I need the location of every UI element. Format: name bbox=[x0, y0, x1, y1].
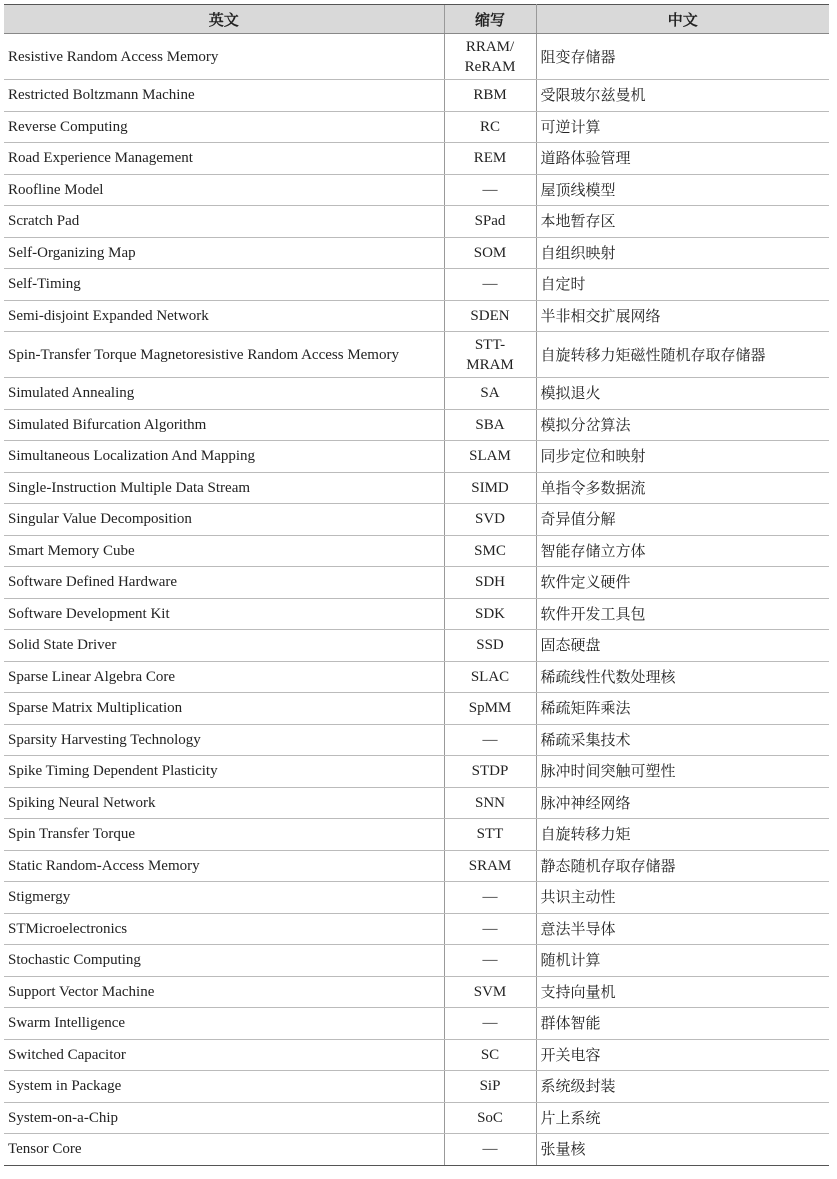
table-row bbox=[4, 567, 829, 599]
english-cell: Single-Instruction Multiple Data Stream bbox=[4, 472, 444, 504]
table-row bbox=[4, 693, 829, 725]
english-cell: Semi-disjoint Expanded Network bbox=[4, 300, 444, 332]
abbreviation-cell: SRAM bbox=[444, 850, 536, 882]
chinese-cell: 屋顶线模型 bbox=[536, 174, 829, 206]
chinese-cell: 稀疏矩阵乘法 bbox=[536, 693, 829, 725]
chinese-cell: 自定时 bbox=[536, 269, 829, 301]
abbreviation-cell: SDEN bbox=[444, 300, 536, 332]
abbreviation-cell: SBA bbox=[444, 409, 536, 441]
table-row bbox=[4, 441, 829, 473]
english-cell: Solid State Driver bbox=[4, 630, 444, 662]
abbreviation-cell: — bbox=[444, 269, 536, 301]
abbreviation-cell: SDK bbox=[444, 598, 536, 630]
english-cell: System-on-a-Chip bbox=[4, 1102, 444, 1134]
english-cell: Stochastic Computing bbox=[4, 945, 444, 977]
abbreviation-cell: STDP bbox=[444, 756, 536, 788]
english-cell: Spin-Transfer Torque Magnetoresistive Random Access Memory bbox=[4, 332, 444, 378]
chinese-cell: 单指令多数据流 bbox=[536, 472, 829, 504]
abbreviation-cell: — bbox=[444, 882, 536, 914]
chinese-cell: 稀疏线性代数处理核 bbox=[536, 661, 829, 693]
header-chinese: 中文 bbox=[536, 5, 829, 34]
chinese-cell: 奇异值分解 bbox=[536, 504, 829, 536]
table-row bbox=[4, 976, 829, 1008]
english-cell: Roofline Model bbox=[4, 174, 444, 206]
chinese-cell: 阻变存储器 bbox=[536, 34, 829, 80]
chinese-cell: 意法半导体 bbox=[536, 913, 829, 945]
table-row bbox=[4, 1008, 829, 1040]
chinese-cell: 群体智能 bbox=[536, 1008, 829, 1040]
table-row bbox=[4, 630, 829, 662]
english-cell: Resistive Random Access Memory bbox=[4, 34, 444, 80]
chinese-cell: 模拟退火 bbox=[536, 378, 829, 410]
abbreviation-cell: REM bbox=[444, 143, 536, 175]
table-row bbox=[4, 598, 829, 630]
table-row bbox=[4, 1102, 829, 1134]
table-row bbox=[4, 661, 829, 693]
table-row bbox=[4, 237, 829, 269]
table-row bbox=[4, 1039, 829, 1071]
abbreviation-cell: — bbox=[444, 1008, 536, 1040]
chinese-cell: 模拟分岔算法 bbox=[536, 409, 829, 441]
table-row bbox=[4, 819, 829, 851]
header-abbreviation: 缩写 bbox=[444, 5, 536, 34]
english-cell: Simultaneous Localization And Mapping bbox=[4, 441, 444, 473]
english-cell: Self-Timing bbox=[4, 269, 444, 301]
abbreviation-cell: — bbox=[444, 945, 536, 977]
english-cell: Simulated Annealing bbox=[4, 378, 444, 410]
abbreviation-cell: SSD bbox=[444, 630, 536, 662]
table-row bbox=[4, 756, 829, 788]
english-cell: Spike Timing Dependent Plasticity bbox=[4, 756, 444, 788]
chinese-cell: 自旋转移力矩 bbox=[536, 819, 829, 851]
table-body bbox=[4, 34, 829, 1166]
english-cell: Spin Transfer Torque bbox=[4, 819, 444, 851]
english-cell: Sparse Linear Algebra Core bbox=[4, 661, 444, 693]
chinese-cell: 半非相交扩展网络 bbox=[536, 300, 829, 332]
chinese-cell: 自旋转移力矩磁性随机存取存储器 bbox=[536, 332, 829, 378]
chinese-cell: 系统级封装 bbox=[536, 1071, 829, 1103]
abbreviation-cell: SC bbox=[444, 1039, 536, 1071]
english-cell: Reverse Computing bbox=[4, 111, 444, 143]
english-cell: STMicroelectronics bbox=[4, 913, 444, 945]
chinese-cell: 受限玻尔兹曼机 bbox=[536, 80, 829, 112]
abbreviation-cell: SVD bbox=[444, 504, 536, 536]
chinese-cell: 张量核 bbox=[536, 1134, 829, 1166]
chinese-cell: 开关电容 bbox=[536, 1039, 829, 1071]
abbreviation-cell: SVM bbox=[444, 976, 536, 1008]
chinese-cell: 共识主动性 bbox=[536, 882, 829, 914]
english-cell: Tensor Core bbox=[4, 1134, 444, 1166]
chinese-cell: 软件定义硬件 bbox=[536, 567, 829, 599]
table-row bbox=[4, 472, 829, 504]
glossary-table bbox=[4, 4, 829, 1166]
table-row bbox=[4, 535, 829, 567]
header-row bbox=[4, 5, 829, 34]
abbreviation-cell: STT bbox=[444, 819, 536, 851]
table-row bbox=[4, 945, 829, 977]
table-row bbox=[4, 504, 829, 536]
abbreviation-cell: RC bbox=[444, 111, 536, 143]
abbreviation-cell: RBM bbox=[444, 80, 536, 112]
english-cell: Sparsity Harvesting Technology bbox=[4, 724, 444, 756]
abbreviation-cell: SMC bbox=[444, 535, 536, 567]
english-cell: Restricted Boltzmann Machine bbox=[4, 80, 444, 112]
abbreviation-cell: SIMD bbox=[444, 472, 536, 504]
abbreviation-cell: — bbox=[444, 724, 536, 756]
table-row bbox=[4, 850, 829, 882]
table-header bbox=[4, 5, 829, 34]
table-row bbox=[4, 882, 829, 914]
chinese-cell: 脉冲时间突触可塑性 bbox=[536, 756, 829, 788]
english-cell: Static Random-Access Memory bbox=[4, 850, 444, 882]
chinese-cell: 软件开发工具包 bbox=[536, 598, 829, 630]
chinese-cell: 道路体验管理 bbox=[536, 143, 829, 175]
chinese-cell: 本地暂存区 bbox=[536, 206, 829, 238]
abbreviation-cell: SOM bbox=[444, 237, 536, 269]
table-row bbox=[4, 378, 829, 410]
english-cell: Simulated Bifurcation Algorithm bbox=[4, 409, 444, 441]
table-row bbox=[4, 269, 829, 301]
english-cell: Spiking Neural Network bbox=[4, 787, 444, 819]
chinese-cell: 自组织映射 bbox=[536, 237, 829, 269]
abbreviation-cell: SLAC bbox=[444, 661, 536, 693]
chinese-cell: 静态随机存取存储器 bbox=[536, 850, 829, 882]
chinese-cell: 脉冲神经网络 bbox=[536, 787, 829, 819]
header-english: 英文 bbox=[4, 5, 444, 34]
table-row bbox=[4, 206, 829, 238]
table-row bbox=[4, 332, 829, 378]
table-row bbox=[4, 724, 829, 756]
abbreviation-cell: — bbox=[444, 1134, 536, 1166]
chinese-cell: 支持向量机 bbox=[536, 976, 829, 1008]
abbreviation-cell: RRAM/ ReRAM bbox=[444, 34, 536, 80]
english-cell: Software Development Kit bbox=[4, 598, 444, 630]
abbreviation-cell: — bbox=[444, 174, 536, 206]
table-row bbox=[4, 1134, 829, 1166]
english-cell: System in Package bbox=[4, 1071, 444, 1103]
table-row bbox=[4, 111, 829, 143]
glossary-table-container bbox=[4, 4, 829, 1166]
table-row bbox=[4, 787, 829, 819]
abbreviation-cell: — bbox=[444, 913, 536, 945]
abbreviation-cell: SDH bbox=[444, 567, 536, 599]
chinese-cell: 可逆计算 bbox=[536, 111, 829, 143]
table-row bbox=[4, 300, 829, 332]
abbreviation-cell: SPad bbox=[444, 206, 536, 238]
english-cell: Self-Organizing Map bbox=[4, 237, 444, 269]
english-cell: Road Experience Management bbox=[4, 143, 444, 175]
english-cell: Sparse Matrix Multiplication bbox=[4, 693, 444, 725]
table-row bbox=[4, 913, 829, 945]
abbreviation-cell: STT- MRAM bbox=[444, 332, 536, 378]
abbreviation-cell: SiP bbox=[444, 1071, 536, 1103]
english-cell: Support Vector Machine bbox=[4, 976, 444, 1008]
abbreviation-cell: SNN bbox=[444, 787, 536, 819]
table-row bbox=[4, 80, 829, 112]
english-cell: Singular Value Decomposition bbox=[4, 504, 444, 536]
chinese-cell: 稀疏采集技术 bbox=[536, 724, 829, 756]
english-cell: Smart Memory Cube bbox=[4, 535, 444, 567]
chinese-cell: 同步定位和映射 bbox=[536, 441, 829, 473]
table-row bbox=[4, 1071, 829, 1103]
chinese-cell: 固态硬盘 bbox=[536, 630, 829, 662]
chinese-cell: 片上系统 bbox=[536, 1102, 829, 1134]
english-cell: Scratch Pad bbox=[4, 206, 444, 238]
chinese-cell: 智能存储立方体 bbox=[536, 535, 829, 567]
table-row bbox=[4, 174, 829, 206]
english-cell: Switched Capacitor bbox=[4, 1039, 444, 1071]
table-row bbox=[4, 143, 829, 175]
table-row bbox=[4, 409, 829, 441]
abbreviation-cell: SpMM bbox=[444, 693, 536, 725]
english-cell: Stigmergy bbox=[4, 882, 444, 914]
english-cell: Software Defined Hardware bbox=[4, 567, 444, 599]
english-cell: Swarm Intelligence bbox=[4, 1008, 444, 1040]
abbreviation-cell: SA bbox=[444, 378, 536, 410]
table-row bbox=[4, 34, 829, 80]
abbreviation-cell: SLAM bbox=[444, 441, 536, 473]
abbreviation-cell: SoC bbox=[444, 1102, 536, 1134]
chinese-cell: 随机计算 bbox=[536, 945, 829, 977]
